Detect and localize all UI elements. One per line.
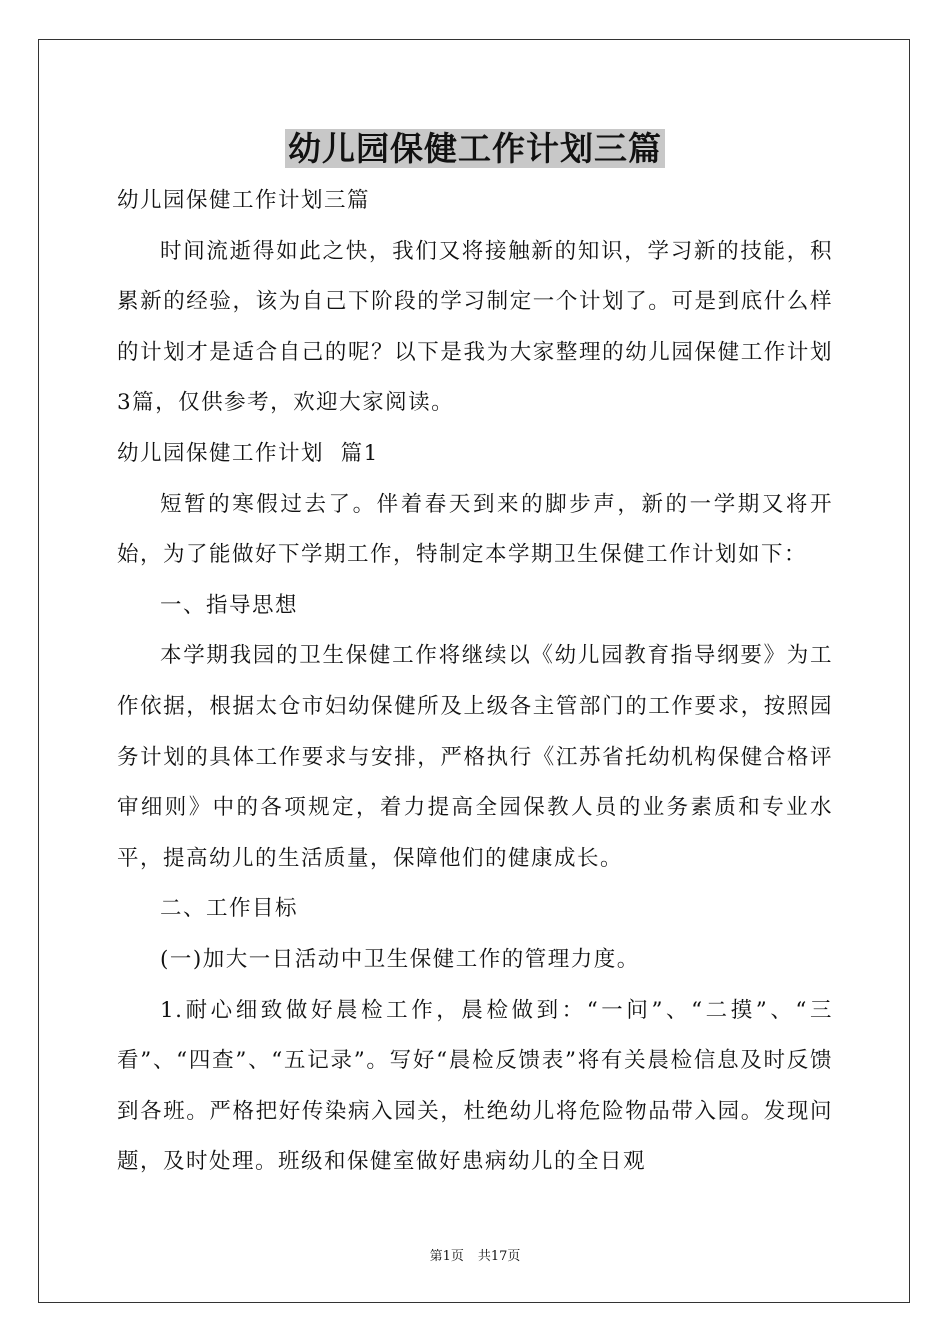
paragraph: 本学期我园的卫生保健工作将继续以《幼儿园教育指导纲要》为工作依据，根据太仓市妇幼保健所及上级各主管部门的工作要求，按照园务计划的具体工作要求与安排，严格执行《江苏省托幼机构保健合格评审细则》中的各项规定，着力提高全园保教人员的业务素质和专业水平，提高幼儿的生活质量，保障他们的健康成长。 xyxy=(117,643,833,871)
paragraph: 1.耐心细致做好晨检工作，晨检做到：“一问”、“二摸”、“三看”、“四查”、“五记录”。写好“晨检反馈表”将有关晨检信息及时反馈到各班。严格把好传染病入园关，杜绝幼儿将危险物品带入园。发现问题，及时处理。班级和保健室做好患病幼儿的全日观 xyxy=(117,997,833,1175)
paragraph: 时间流逝得如此之快，我们又将接触新的知识，学习新的技能，积累新的经验，该为自己下阶段的学习制定一个计划了。可是到底什么样的计划才是适合自己的呢？以下是我为大家整理的幼儿园保健工作计划3篇，仅供参考，欢迎大家阅读。 xyxy=(117,238,833,416)
paragraph: 短暂的寒假过去了。伴着春天到来的脚步声，新的一学期又将开始，为了能做好下学期工作，特制定本学期卫生保健工作计划如下： xyxy=(117,491,833,568)
page-footer xyxy=(0,1248,950,1266)
document-title-text: 幼儿园保健工作计划三篇 xyxy=(285,129,665,168)
subsection-heading: 二、工作目标 xyxy=(160,896,299,922)
paragraph: 幼儿园保健工作计划三篇 xyxy=(117,188,371,213)
document-body xyxy=(117,176,833,1188)
document-title xyxy=(0,126,950,172)
page-number: 第1页 xyxy=(429,1249,464,1264)
page-total: 共17页 xyxy=(477,1249,521,1264)
subsection-heading: 一、指导思想 xyxy=(160,592,299,618)
section-heading: 幼儿园保健工作计划 篇1 xyxy=(117,440,379,466)
paragraph: (一)加大一日活动中卫生保健工作的管理力度。 xyxy=(160,946,640,972)
